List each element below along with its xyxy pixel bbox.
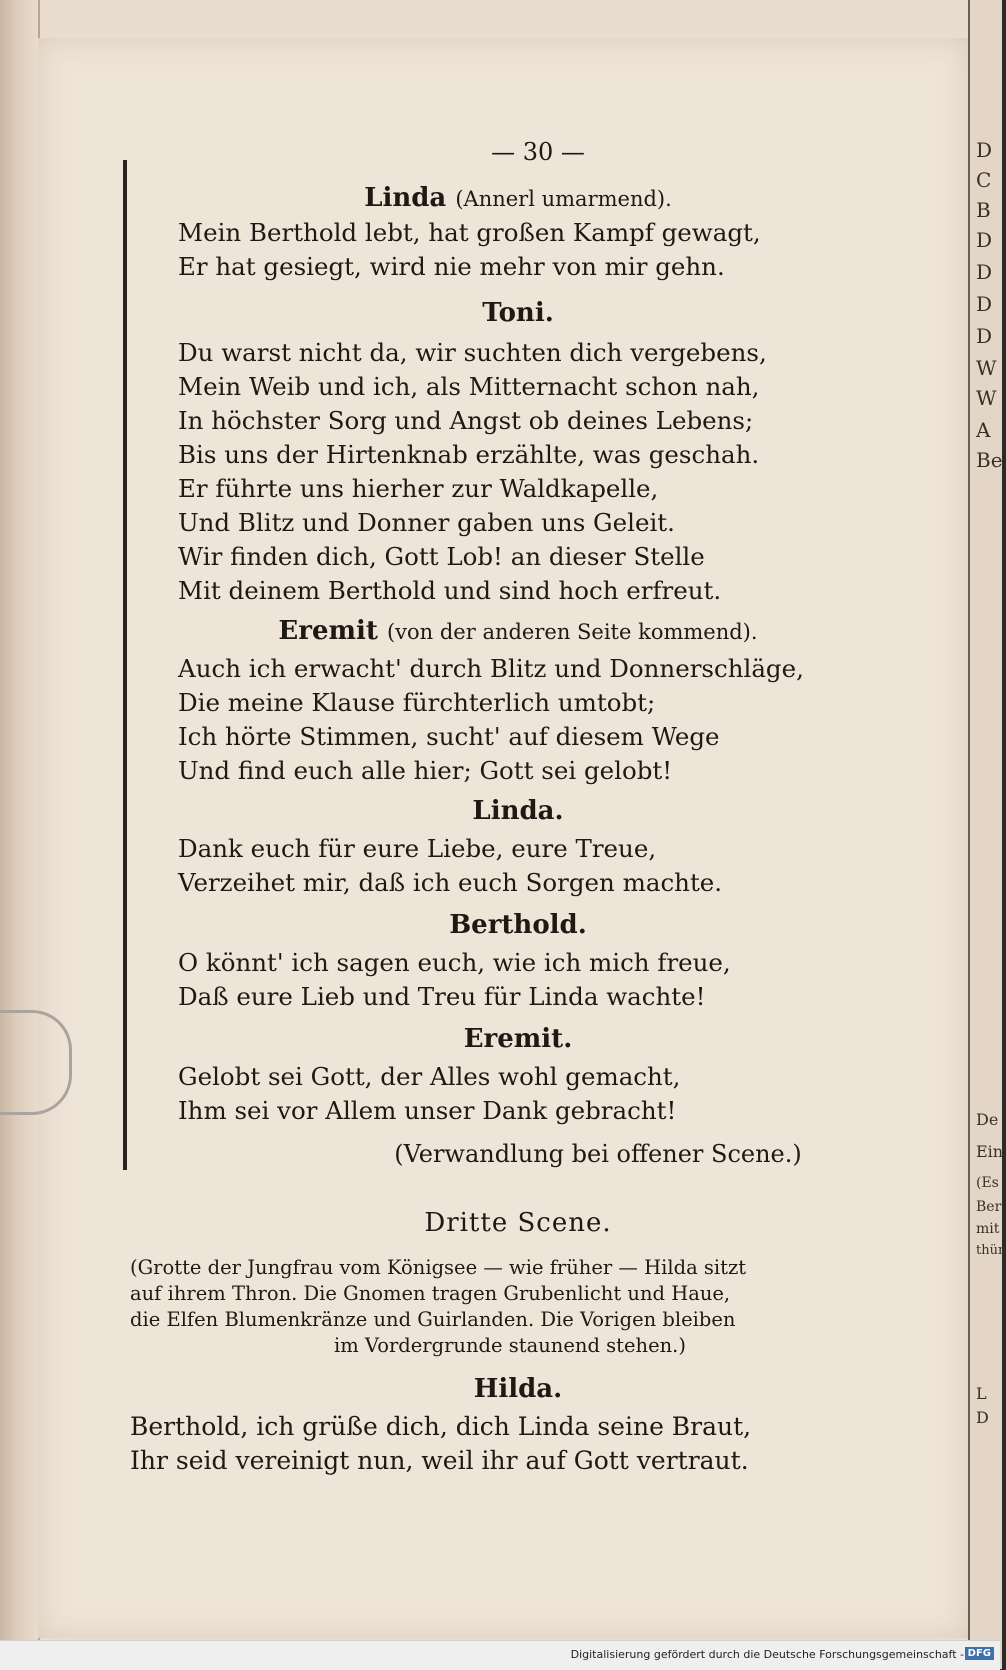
- verse-line: In höchster Sorg und Angst ob deines Lebens;: [178, 406, 754, 435]
- verse-line: Ich hörte Stimmen, sucht' auf diesem Wege: [178, 722, 720, 751]
- adjacent-page-glyph: W: [976, 356, 997, 380]
- adjacent-page-glyph: B: [976, 198, 991, 222]
- speaker-heading: [98, 183, 938, 213]
- verse-line: Er hat gesiegt, wird nie mehr von mir gehn.: [178, 252, 725, 281]
- adjacent-page-glyph: D: [976, 1408, 989, 1427]
- adjacent-page-glyph: De: [976, 1110, 999, 1129]
- speaker-heading: Toni.: [482, 298, 554, 328]
- speaker-direction: (Annerl umarmend).: [455, 187, 672, 211]
- verse-line: Ihr seid vereinigt nun, weil ihr auf Gott vertraut.: [130, 1446, 749, 1475]
- speaker-heading: Linda.: [472, 796, 564, 826]
- verse-line: Ihm sei vor Allem unser Dank gebracht!: [178, 1096, 677, 1125]
- verse-line: Berthold, ich grüße dich, dich Linda seine Braut,: [130, 1412, 752, 1441]
- verse-line: Du warst nicht da, wir suchten dich vergebens,: [178, 338, 767, 367]
- adjacent-page-glyph: (Es: [976, 1175, 999, 1191]
- scene-description-line: die Elfen Blumenkränze und Guirlanden. Die Vorigen bleiben: [130, 1308, 736, 1331]
- speaker-name: Linda: [364, 183, 447, 213]
- adjacent-page-glyph: W: [976, 386, 997, 410]
- adjacent-page-glyph: Ber: [976, 1199, 1002, 1215]
- verse-line: Er führte uns hierher zur Waldkapelle,: [178, 474, 659, 503]
- verse-line: Die meine Klause fürchterlich umtobt;: [178, 688, 656, 717]
- adjacent-page-glyph: A: [976, 418, 991, 442]
- adjacent-page-glyph: mit: [976, 1221, 1000, 1237]
- scene-description-line: im Vordergrunde staunend stehen.): [334, 1334, 686, 1357]
- verse-line: Verzeihet mir, daß ich euch Sorgen machte.: [178, 868, 723, 897]
- speaker-name: Eremit: [278, 616, 378, 646]
- adjacent-page-glyph: C: [976, 168, 992, 192]
- verse-line: Dank euch für eure Liebe, eure Treue,: [178, 834, 657, 863]
- adjacent-page-edge: [968, 0, 1006, 1669]
- verse-line: Daß eure Lieb und Treu für Linda wachte!: [178, 982, 706, 1011]
- speaker-heading: Hilda.: [473, 1374, 563, 1404]
- verse-line: Auch ich erwacht' durch Blitz und Donnerschläge,: [178, 654, 804, 683]
- adjacent-page-glyph: Be: [976, 448, 1003, 472]
- page-number: — 30 —: [491, 138, 585, 166]
- verse-line: Mein Berthold lebt, hat großen Kampf gewagt,: [178, 218, 761, 247]
- verse-line: Mein Weib und ich, als Mitternacht schon nah,: [178, 372, 760, 401]
- footer-credit: Digitalisierung gefördert durch die Deutsche Forschungsgemeinschaft -: [570, 1648, 964, 1661]
- scene-description-line: auf ihrem Thron. Die Gnomen tragen Grubenlicht und Haue,: [130, 1282, 731, 1305]
- book-edge-left: [0, 0, 40, 1669]
- verse-line: Bis uns der Hirtenknab erzählte, was geschah.: [178, 440, 760, 469]
- page-clip: [0, 1010, 72, 1115]
- verse-line: O könnt' ich sagen euch, wie ich mich freue,: [178, 948, 731, 977]
- adjacent-page-glyph: D: [976, 260, 993, 284]
- scene-title: Dritte Scene.: [424, 1208, 612, 1238]
- speaker-heading: Eremit.: [463, 1024, 573, 1054]
- verse-line: Und find euch alle hier; Gott sei gelobt!: [178, 756, 673, 785]
- adjacent-page-glyph: L: [976, 1384, 987, 1403]
- dfg-logo: DFG: [965, 1647, 994, 1660]
- adjacent-page-glyph: Ein: [976, 1142, 1004, 1161]
- verse-line: Gelobt sei Gott, der Alles wohl gemacht,: [178, 1062, 681, 1091]
- adjacent-page-glyph: D: [976, 292, 993, 316]
- verse-line: Mit deinem Berthold und sind hoch erfreut.: [178, 576, 722, 605]
- adjacent-page-glyph: D: [976, 228, 993, 252]
- verse-line: Und Blitz und Donner gaben uns Geleit.: [178, 508, 675, 537]
- verse-bracket: [123, 160, 127, 1170]
- book-page: [38, 38, 968, 1638]
- adjacent-page-glyph: D: [976, 138, 993, 162]
- speaker-heading: Berthold.: [449, 910, 587, 940]
- speaker-heading: [98, 616, 938, 646]
- scene-description-line: (Grotte der Jungfrau vom Königsee — wie früher — Hilda sitzt: [130, 1256, 747, 1279]
- speaker-direction: (von der anderen Seite kommend).: [386, 620, 758, 644]
- adjacent-page-glyph: D: [976, 324, 993, 348]
- adjacent-page-glyph: thün: [976, 1243, 1006, 1258]
- stage-direction: (Verwandlung bei offener Scene.): [394, 1140, 802, 1168]
- verse-line: Wir finden dich, Gott Lob! an dieser Stelle: [178, 542, 705, 571]
